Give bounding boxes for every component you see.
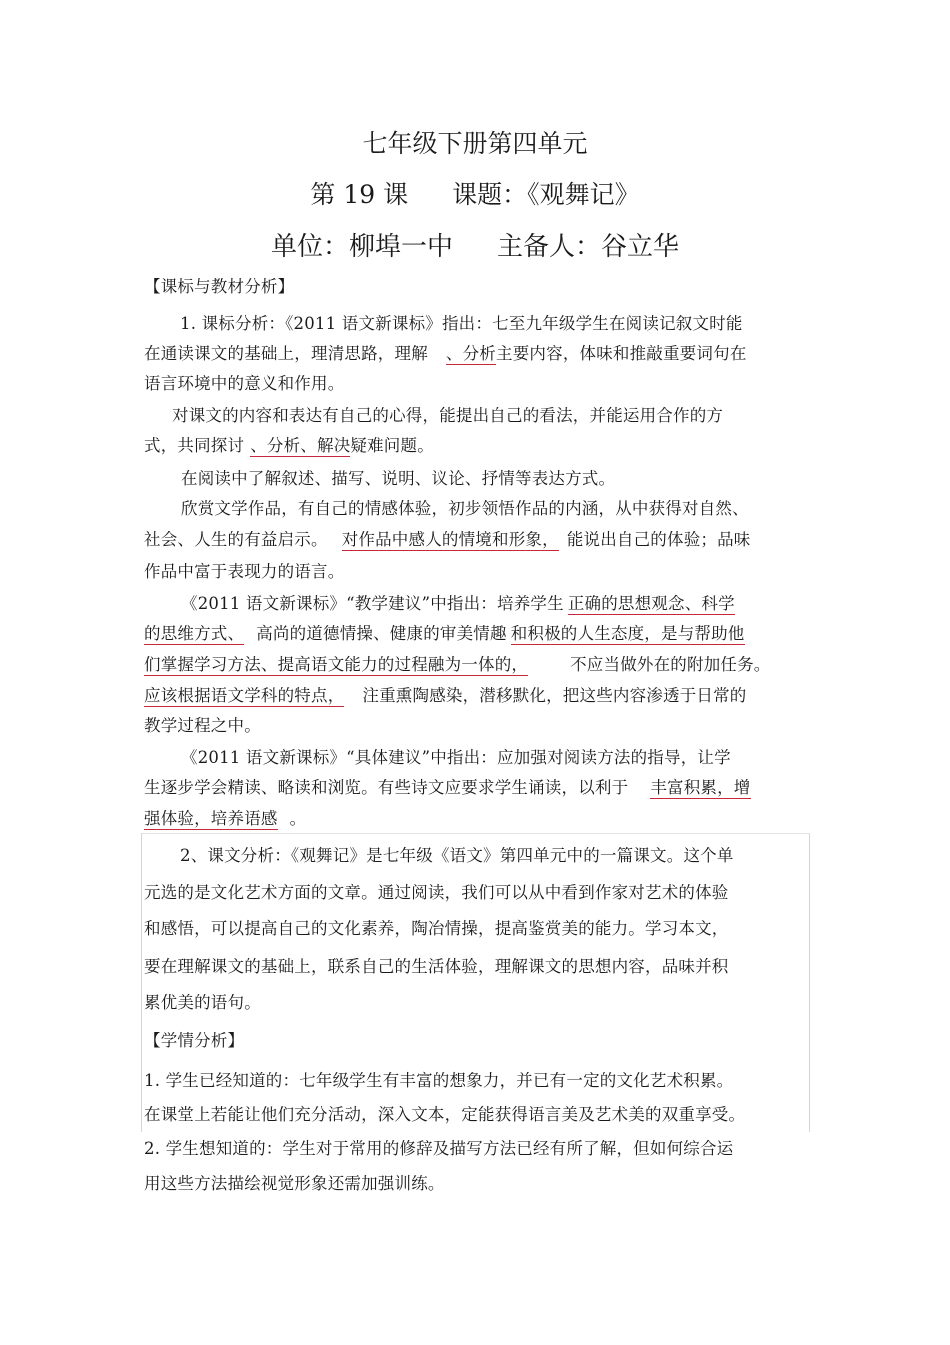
paragraph-line [144,341,809,367]
text-run: 《2011 语文新课标》“教学建议”中指出：培养学生 [181,594,564,613]
paragraph-line: 要在理解课文的基础上，联系自己的生活体验，理解课文的思想内容，品味并积 [144,957,729,976]
paragraph-line: 1. 学生已经知道的：七年级学生有丰富的想象力，并已有一定的文化艺术积累。 [144,1071,734,1090]
text-run: 在通读课文的基础上，理清思路，理解 [144,344,428,363]
paragraph-line: 作品中富于表现力的语言。 [144,562,345,581]
paragraph-line [181,591,811,617]
paragraph-line [144,683,809,709]
paragraph-line: 2. 学生想知道的：学生对于常用的修辞及描写方法已经有所了解，但如何综合运 [144,1139,734,1158]
unit-heading: 七年级下册第四单元 [362,129,588,158]
paragraph-line: 2、课文分析：《观舞记》是七年级《语文》第四单元中的一篇课文。这个单 [180,846,734,865]
text-run: 不应当做外在的附加任务。 [570,655,771,674]
paragraph-line: 在课堂上若能让他们充分活动，深入文本，定能获得语言美及艺术美的双重享受。 [144,1105,746,1124]
underlined-phrase: 、分析 [445,344,497,363]
underlined-phrase: 的思维方式、 [144,624,245,643]
paragraph-line [144,652,809,678]
preparer-name: 主备人：谷立华 [497,232,680,262]
unit-name: 单位：柳埠一中 [270,232,453,262]
underlined-phrase: 强体验，培养语感 [144,809,278,828]
underlined-phrase: 正确的思想观念、科学 [567,594,735,613]
lesson-title: 课题：《观舞记》 [452,180,640,209]
text-run: 疑难问题。 [350,436,434,455]
paragraph-line: 语言环境中的意义和作用。 [144,374,345,393]
paragraph-line: 累优美的语句。 [144,993,261,1012]
paragraph-line: 教学过程之中。 [144,716,261,735]
underlined-phrase: 、分析、解决 [250,436,351,455]
underlined-phrase: 丰富积累，增 [650,778,751,797]
lesson-heading [0,175,950,211]
paragraph-line: 1. 课标分析：《2011 语文新课标》指出：七至九年级学生在阅读记叙文时能 [180,314,743,333]
paragraph-line: 对课文的内容和表达有自己的心得，能提出自己的看法，并能运用合作的方 [172,406,724,425]
text-run: 高尚的道德情操、健康的审美情趣 [256,624,507,643]
paragraph-line: 和感悟，可以提高自己的文化素养，陶冶情操，提高鉴赏美的能力。学习本文， [144,919,729,938]
text-run: 社会、人生的有益启示。 [144,530,328,549]
text-run: 主要内容，体味和推敲重要词句在 [496,344,747,363]
paragraph-line: 在阅读中了解叙述、描写、说明、议论、抒情等表达方式。 [181,469,616,488]
author-heading [0,226,950,263]
text-run: 式，共同探讨 [144,436,245,455]
paragraph-line: 元选的是文化艺术方面的文章。通过阅读，我们可以从中看到作家对艺术的体验 [144,883,729,902]
paragraph-line [144,775,809,801]
section-heading-students: 【学情分析】 [144,1031,245,1050]
lesson-number: 第 19 课 [310,180,409,209]
text-run: 生逐步学会精读、略读和浏览。有些诗文应要求学生诵读，以利于 [144,778,629,797]
paragraph-line: 《2011 语文新课标》“具体建议”中指出：应加强对阅读方法的指导，让学 [181,748,731,767]
text-run: 能说出自己的体验；品味 [566,530,751,549]
underlined-phrase: 和积极的人生态度，是与帮助他 [510,624,745,643]
underlined-phrase: 们掌握学习方法、提高语文能力的过程融为一体的， [144,655,529,674]
underlined-phrase: 应该根据语文学科的特点， [144,686,345,705]
underlined-phrase: 对作品中感人的情境和形象， [341,530,559,549]
text-run: 。 [289,809,307,828]
paragraph-line [144,433,809,459]
paragraph-line [144,621,809,647]
paragraph-line: 欣赏文学作品，有自己的情感体验，初步领悟作品的内涵，从中获得对自然、 [181,499,749,518]
paragraph-line: 用这些方法描绘视觉形象还需加强训练。 [144,1174,445,1193]
text-run: 注重熏陶感染，潜移默化，把这些内容渗透于日常的 [362,686,747,705]
paragraph-line [144,806,809,832]
paragraph-line [144,527,809,553]
section-heading-curriculum: 【课标与教材分析】 [144,277,295,296]
